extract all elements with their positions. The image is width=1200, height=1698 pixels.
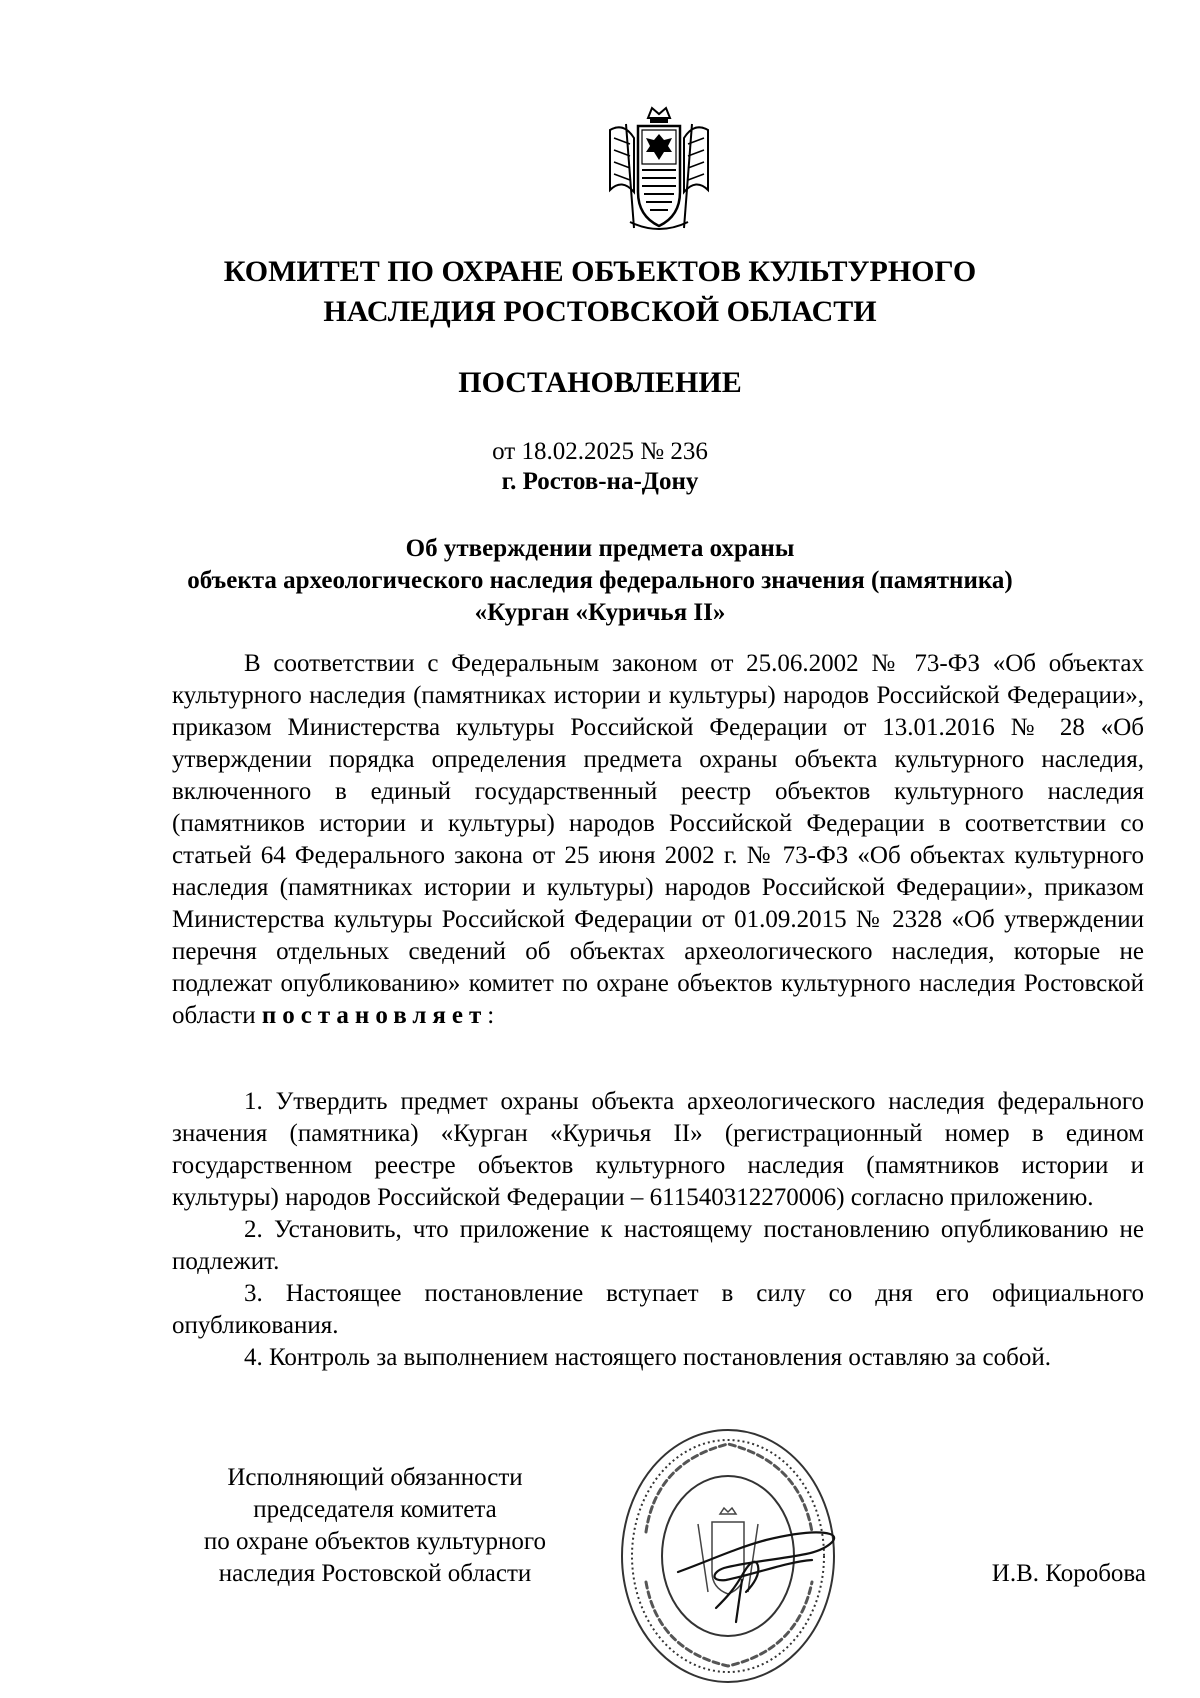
signatory-position-line4: наследия Ростовской области <box>218 1560 532 1587</box>
document-type: ПОСТАНОВЛЕНИЕ <box>458 366 742 399</box>
document-date-number: от 18.02.2025 № 236 <box>492 438 708 465</box>
subject-line1: Об утверждении предмета охраны <box>405 535 795 562</box>
organization-title <box>150 252 1050 332</box>
resolution-item-4: 4. Контроль за выполнением настоящего постановления оставляю за собой. <box>244 1344 1051 1371</box>
coat-of-arms-icon <box>604 104 714 236</box>
subject-line2: объекта археологического наследия федерального значения (памятника) <box>187 567 1013 594</box>
organization-title-line2: НАСЛЕДИЯ РОСТОВСКОЙ ОБЛАСТИ <box>323 295 877 328</box>
preamble-keyword: постановляет <box>261 1002 488 1029</box>
preamble-paragraph <box>172 648 1144 1032</box>
resolution-item-3: 3. Настоящее постановление вступает в силу со дня его официального опубликования. <box>172 1280 1144 1339</box>
preamble <box>172 648 1144 1032</box>
official-stamp-icon <box>616 1422 856 1692</box>
signatory-position-line2: председателя комитета <box>253 1496 497 1523</box>
subject-line3: «Курган «Куричья II» <box>474 599 726 626</box>
resolution-item-1: 1. Утвердить предмет охраны объекта археологического наследия федерального значения (памятника) «Курган «Куричья II» (регистрационный номер в едином государственном реестре объектов культурного наследия (памятников истории и культуры) народов Российской Федерации – 611540312270006) согласно приложению. <box>172 1088 1144 1211</box>
signatory-position <box>170 1462 580 1590</box>
document-subject <box>150 533 1050 629</box>
resolution-item-2: 2. Установить, что приложение к настоящему постановлению опубликованию не подлежит. <box>172 1216 1144 1275</box>
signatory-position-line1: Исполняющий обязанности <box>227 1464 523 1491</box>
preamble-text: В соответствии с Федеральным законом от 25.06.2002 № 73-ФЗ «Об объектах культурного наследия (памятниках истории и культуры) народов Российской Федерации», приказом Министерства культуры Российской Федерации от 13.01.2016 № 28 «Об утверждении порядка определения предмета охраны объекта культурного наследия, включенного в единый государственный реестр объектов культурного наследия (памятников истории и культуры) народов Российской Федерации в соответствии со статьей 64 Федерального закона от 25 июня 2002 г. № 73-ФЗ «Об объектах культурного наследия (памятниках истории и культуры) народов Российской Федерации», приказом Министерства культуры Российской Федерации от 01.09.2015 № 2328 «Об утверждении перечня отдельных сведений об объектах археологического наследия, которые не подлежат опубликованию» комитет по охране объектов культурного наследия Ростовской области <box>172 650 1144 1029</box>
signatory-name: И.В. Коробова <box>991 1560 1146 1587</box>
resolution-items <box>172 1086 1144 1374</box>
signatory-position-line3: по охране объектов культурного <box>203 1528 547 1555</box>
organization-title-line1: КОМИТЕТ ПО ОХРАНЕ ОБЪЕКТОВ КУЛЬТУРНОГО <box>223 255 977 288</box>
document-city: г. Ростов-на-Дону <box>501 468 699 495</box>
preamble-ending: : <box>487 1002 495 1029</box>
